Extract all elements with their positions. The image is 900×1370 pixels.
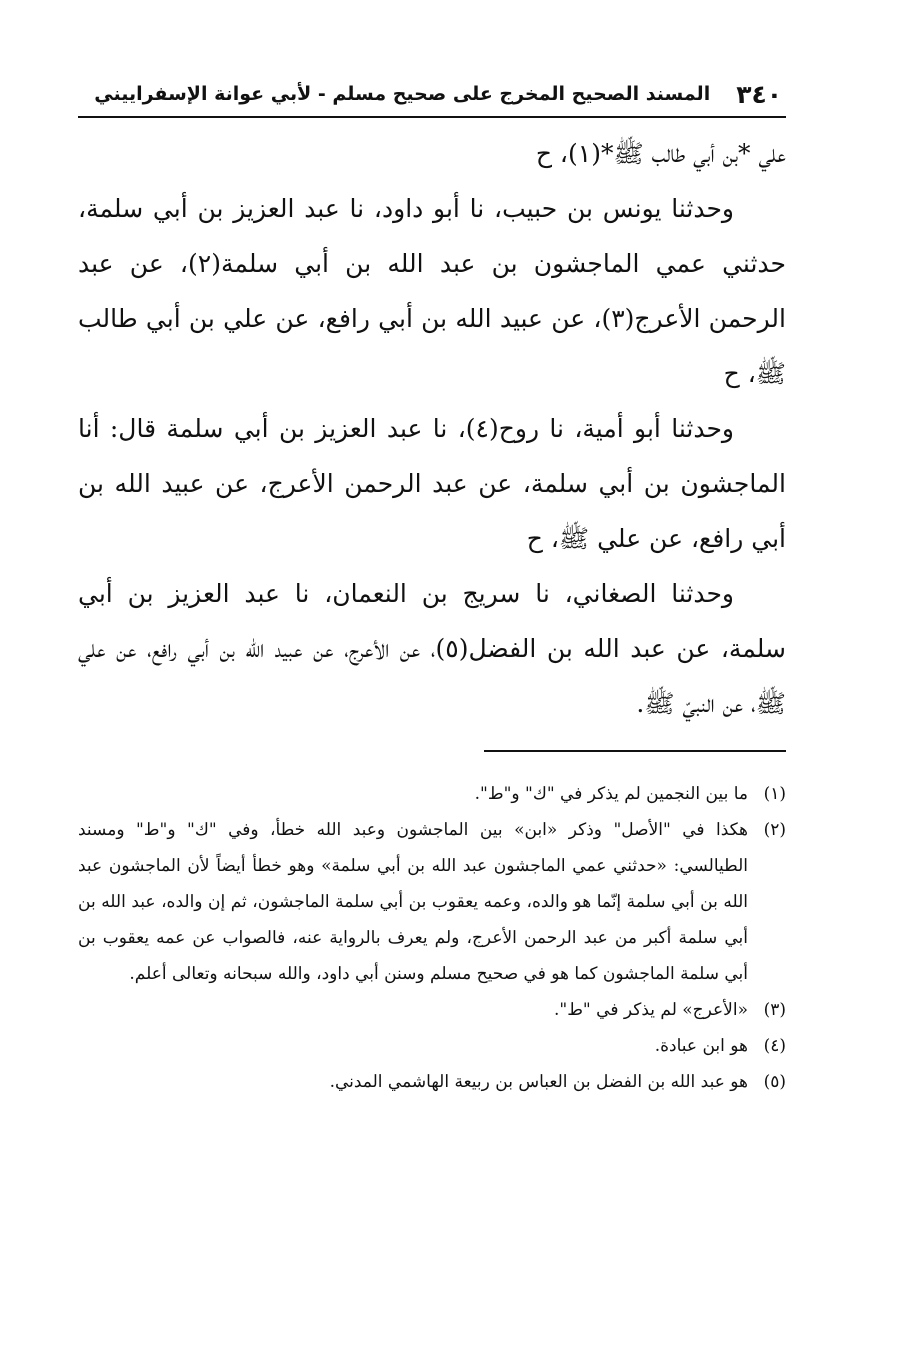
footnote-number: (٤) bbox=[763, 1036, 786, 1056]
footnote-number: (٥) bbox=[763, 1072, 786, 1092]
footnote-2 bbox=[78, 812, 786, 992]
header-rule bbox=[78, 116, 786, 118]
paragraph-3: وحدثنا أبو أمية، نا روح(٤)، نا عبد العزيز بن أبي سلمة قال: أنا الماجشون بن أبي سلمة، عن عبد الرحمن الأعرج، عن عبيد الله بن أبي رافع، عن علي ﷺ، ح bbox=[78, 414, 786, 553]
footnote-text: هو عبد الله بن الفضل بن العباس بن ربيعة الهاشمي المدني. bbox=[329, 1072, 748, 1092]
footnote-rule bbox=[484, 750, 786, 752]
footnotes bbox=[78, 776, 786, 1100]
footnote-text: هو ابن عبادة. bbox=[654, 1036, 748, 1056]
footnote-4 bbox=[78, 1028, 786, 1064]
footnote-text: ما بين النجمين لم يذكر في "ك" و"ط". bbox=[474, 784, 748, 804]
footnote-5 bbox=[78, 1064, 786, 1100]
book-page bbox=[78, 0, 786, 1370]
paragraph-4: وحدثنا الصغاني، نا سريج بن النعمان، نا عبد العزيز بن أبي سلمة، عن عبد الله بن الفضل(٥)، عن الأعرج، عن عبيد الله بن أبي رافع، عن علي ﷺ، عن النبيّ ﷺ. bbox=[78, 579, 786, 718]
paragraph-1: علي *بن أبي طالب ﷺ*(١)، ح bbox=[535, 139, 786, 168]
running-title: المسند الصحيح المخرج على صحيح مسلم - لأبي عوانة الإسفراييني bbox=[94, 83, 711, 105]
footnote-number: (٣) bbox=[763, 1000, 786, 1020]
footnote-1 bbox=[78, 776, 786, 812]
footnote-number: (١) bbox=[763, 784, 786, 804]
main-text bbox=[78, 126, 786, 731]
footnote-3 bbox=[78, 992, 786, 1028]
footnote-text: هكذا في "الأصل" وذكر «ابن» بين الماجشون وعبد الله خطأ، وفي "ك" و"ط" ومسند الطيالسي: «حدثني عمي الماجشون عبد الله بن أبي سلمة» وهو خطأ أيضاً لأن الماجشون عبد الله بن أبي سلمة إنّما هو والده، وعمه يعقوب بن أبي سلمة الماجشون، ثم إن والده، عبد الله بن أبي سلمة أكبر من عبد الرحمن الأعرج، ولم يعرف بالرواية عنه، فالصواب عن عمه يعقوب بن أبي سلمة الماجشون كما هو في صحيح مسلم وسنن أبي داود، والله سبحانه وتعالى أعلم. bbox=[78, 820, 748, 984]
page-header bbox=[78, 70, 786, 110]
footnote-number: (٢) bbox=[763, 820, 786, 840]
paragraph-2: وحدثنا يونس بن حبيب، نا أبو داود، نا عبد العزيز بن أبي سلمة، حدثني عمي الماجشون بن عبد الله بن أبي سلمة(٢)، عن عبد الرحمن الأعرج(٣)، عن عبيد الله بن أبي رافع، عن علي بن أبي طالب ﷺ، ح bbox=[78, 194, 786, 388]
page-number: ٣٤٠ bbox=[736, 80, 782, 109]
footnote-text: «الأعرج» لم يذكر في "ط". bbox=[553, 1000, 748, 1020]
